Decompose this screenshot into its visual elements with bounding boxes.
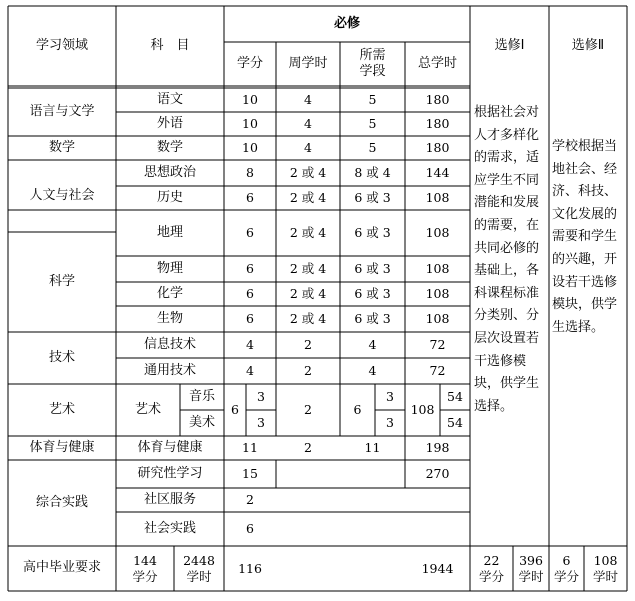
- area-science: 科学: [48, 273, 75, 289]
- elective-1-hours-value: 396: [519, 552, 543, 568]
- header-elective-1: 选修Ⅰ: [494, 37, 525, 53]
- subject-chinese: 语文: [156, 91, 183, 107]
- biology-credit: 6: [246, 311, 254, 327]
- history-credit: 6: [246, 190, 254, 206]
- community-credit: 2: [246, 492, 254, 508]
- info-tech-total: 72: [429, 337, 446, 353]
- art-weekly: 2: [304, 402, 312, 418]
- subject-politics: 思想政治: [143, 164, 196, 180]
- chemistry-weekly: 2 或 4: [289, 286, 327, 302]
- graduation-hours: [174, 546, 224, 591]
- elective-2-description: 学校根据当地社会、经济、科技、文化发展的需要和学生的兴趣，开设若干选修模块，供学生选择。: [552, 139, 618, 335]
- info-tech-weekly: 2: [304, 337, 312, 353]
- elective-2-credits: [549, 546, 584, 591]
- math-semesters: 5: [368, 140, 377, 156]
- area-language: 语言与文学: [29, 103, 95, 119]
- chemistry-semesters: 6 或 3: [354, 286, 391, 302]
- chemistry-credit: 6: [246, 286, 254, 302]
- math-credit: 10: [242, 140, 258, 156]
- header-required: 必修: [333, 15, 360, 31]
- subject-community-service: 社区服务: [143, 491, 196, 507]
- chinese-weekly: 4: [304, 92, 312, 108]
- history-total: 108: [425, 190, 450, 206]
- subject-social-practice: 社会实践: [143, 520, 196, 536]
- fine-art-credit: 3: [257, 415, 265, 431]
- subject-research-study: 研究性学习: [137, 465, 203, 481]
- area-art: 艺术: [48, 401, 75, 417]
- general-tech-semesters: 4: [368, 363, 377, 379]
- subject-info-tech: 信息技术: [143, 336, 196, 352]
- biology-semesters: 6 或 3: [354, 311, 391, 327]
- header-weekly-hours: 周学时: [288, 55, 328, 71]
- physics-weekly: 2 或 4: [289, 261, 327, 277]
- history-semesters: 6 或 3: [354, 190, 391, 206]
- general-tech-credit: 4: [246, 363, 254, 379]
- chemistry-total: 108: [425, 286, 450, 302]
- general-tech-total: 72: [429, 363, 446, 379]
- info-tech-semesters: 4: [368, 337, 377, 353]
- area-math: 数学: [48, 139, 75, 155]
- area-humanities: 人文与社会: [29, 187, 95, 203]
- required-credits-total: 116: [238, 560, 262, 576]
- pe-credit: 11: [242, 440, 258, 456]
- header-semesters: [340, 42, 405, 86]
- physics-credit: 6: [246, 261, 254, 277]
- geography-total: 108: [425, 225, 450, 241]
- elective-2-credits-value: 6: [562, 552, 571, 568]
- physics-total: 108: [425, 261, 450, 277]
- art-semesters-total: 6: [353, 402, 362, 418]
- header-subject: 科 目: [150, 37, 190, 53]
- art-credit-total: 6: [231, 402, 239, 418]
- elective-1-hours-unit: 学时: [518, 568, 544, 584]
- music-hours: 54: [447, 389, 463, 405]
- graduation-credits: [116, 546, 174, 591]
- header-credit: 学分: [236, 55, 263, 71]
- geography-semesters: 6 或 3: [354, 225, 391, 241]
- fine-art-hours: 54: [447, 415, 463, 431]
- elective-2-credits-unit: 学分: [553, 568, 579, 584]
- music-credit: 3: [257, 389, 265, 405]
- subject-chemistry: 化学: [156, 285, 183, 301]
- subject-physics: 物理: [156, 260, 183, 276]
- header-total-hours: 总学时: [417, 55, 457, 71]
- graduation-requirement-label: 高中毕业要求: [22, 560, 101, 576]
- subject-art: 艺术: [134, 401, 161, 417]
- politics-credit: 8: [246, 165, 254, 181]
- math-weekly: 4: [304, 140, 312, 156]
- graduation-credits-value: 144: [133, 552, 157, 568]
- elective-1-credits: [470, 546, 513, 591]
- geography-credit: 6: [246, 225, 254, 241]
- pe-total: 198: [425, 440, 450, 456]
- area-pe: 体育与健康: [29, 439, 95, 455]
- subject-history: 历史: [156, 189, 183, 205]
- elective-2-hours: [584, 546, 627, 591]
- subject-biology: 生物: [156, 310, 183, 326]
- physics-semesters: 6 或 3: [354, 261, 391, 277]
- fine-art-semesters: 3: [386, 415, 394, 431]
- header-semesters-line1: 所需: [359, 47, 386, 63]
- graduation-hours-value: 2448: [183, 552, 215, 568]
- elective-1-credits-value: 22: [483, 552, 500, 568]
- header-elective-2: 选修Ⅱ: [571, 37, 605, 53]
- area-technology: 技术: [48, 349, 75, 365]
- research-credit: 15: [242, 466, 258, 482]
- math-total: 180: [425, 140, 450, 156]
- subject-music: 音乐: [188, 388, 215, 404]
- politics-weekly: 2 或 4: [289, 165, 327, 181]
- politics-semesters: 8 或 4: [354, 165, 391, 181]
- history-weekly: 2 或 4: [289, 190, 327, 206]
- geography-weekly: 2 或 4: [289, 225, 327, 241]
- subject-pe: 体育与健康: [137, 439, 203, 455]
- elective-1-description: 根据社会对人才多样化的需求，适应学生不同潜能和发展的需要，在共同必修的基础上，各科课程标准分类别、分层次设置若干选修模块，供学生选择。: [474, 105, 540, 414]
- biology-weekly: 2 或 4: [289, 311, 327, 327]
- music-semesters: 3: [386, 389, 394, 405]
- chinese-semesters: 5: [368, 92, 377, 108]
- graduation-credits-unit: 学分: [132, 568, 158, 584]
- info-tech-credit: 4: [246, 337, 254, 353]
- header-semesters-line2: 学段: [359, 64, 386, 79]
- elective-1-credits-unit: 学分: [478, 568, 504, 584]
- subject-general-tech: 通用技术: [143, 362, 196, 378]
- elective-2-hours-unit: 学时: [592, 568, 618, 584]
- pe-weekly: 2: [304, 440, 312, 456]
- social-credit: 6: [246, 521, 254, 537]
- subject-foreign-language: 外语: [156, 115, 183, 131]
- politics-total: 144: [425, 165, 450, 181]
- subject-fine-art: 美术: [188, 414, 215, 430]
- elective-2-hours-value: 108: [593, 552, 618, 568]
- foreign-semesters: 5: [368, 116, 377, 132]
- chinese-total: 180: [425, 92, 450, 108]
- pe-semesters: 11: [364, 440, 381, 456]
- foreign-weekly: 4: [304, 116, 312, 132]
- art-hours-total: 108: [410, 402, 435, 418]
- header-area: 学习领域: [35, 37, 88, 53]
- subject-geography: 地理: [156, 224, 183, 240]
- elective-1-hours: [513, 546, 549, 591]
- required-hours-total: 1944: [421, 560, 454, 576]
- biology-total: 108: [425, 311, 450, 327]
- general-tech-weekly: 2: [304, 363, 312, 379]
- subject-math: 数学: [156, 139, 183, 155]
- foreign-total: 180: [425, 116, 450, 132]
- area-practice: 综合实践: [35, 494, 88, 510]
- research-total: 270: [425, 466, 450, 482]
- graduation-hours-unit: 学时: [186, 568, 212, 584]
- foreign-credit: 10: [242, 116, 258, 132]
- chinese-credit: 10: [242, 92, 258, 108]
